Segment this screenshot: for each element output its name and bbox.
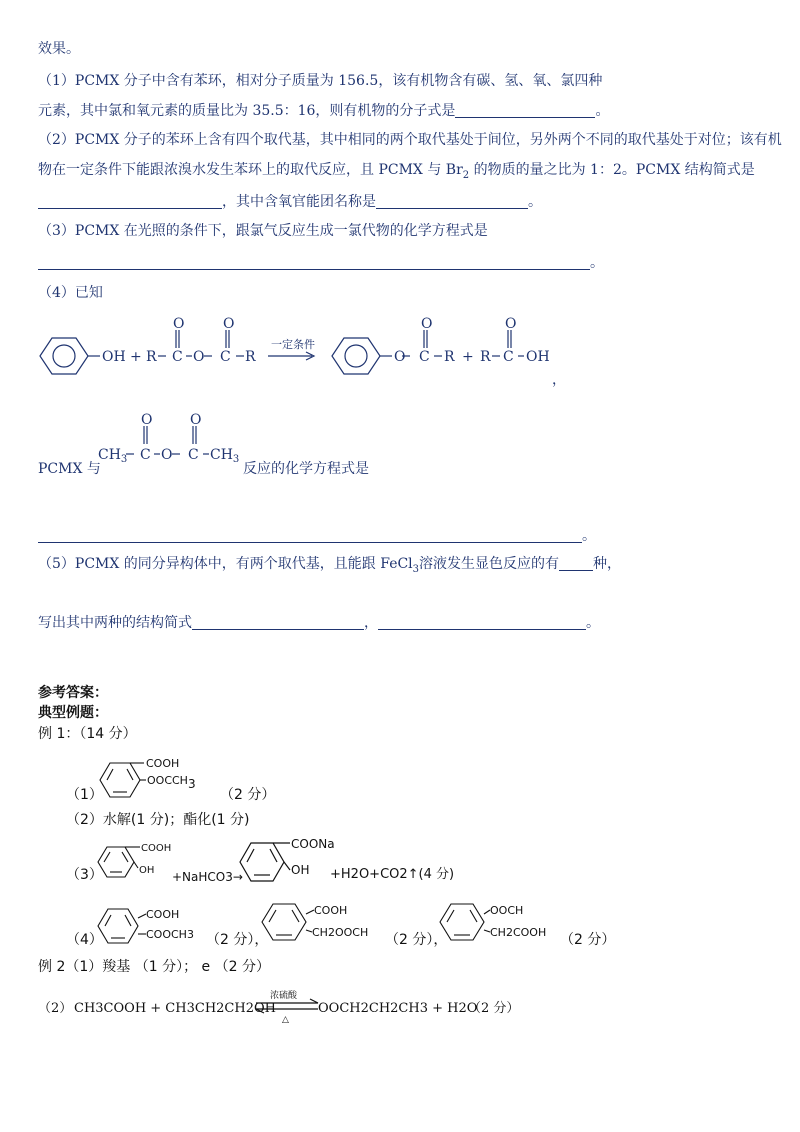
svg-text:R: R — [146, 349, 157, 365]
svg-text:OH: OH — [102, 349, 126, 365]
q4-line: （4）已知 — [38, 285, 103, 301]
q2-line1: （2）PCMX 分子的苯环上含有四个取代基，其中相同的两个取代基处于间位，另外两个不同的取代基处于对位；该有机 — [38, 132, 782, 148]
q4b-prefix: PCMX 与 — [38, 461, 101, 477]
svg-text:浓硫酸: 浓硫酸 — [270, 991, 298, 1001]
q5-blank-1[interactable] — [192, 615, 364, 630]
intro-text: 效果。 — [38, 41, 80, 57]
svg-text:CH3: $CH_3$ — [210, 447, 240, 465]
a4-label: （4） — [66, 932, 103, 948]
svg-text:O: O — [421, 316, 433, 332]
q3-line: （3）PCMX 在光照的条件下，跟氯气反应生成一氯代物的化学方程式是 — [38, 223, 488, 239]
a3-tail: +H2O+CO2↑(4 分) — [330, 867, 455, 882]
svg-text:OOCCH3: OOCCH3 — [147, 774, 196, 791]
svg-text:△: △ — [282, 1015, 289, 1024]
svg-text:一定条件: 一定条件 — [271, 338, 315, 351]
svg-text:R: R — [245, 349, 256, 365]
svg-text:COOCH3: COOCH3 — [146, 928, 194, 941]
a2-text: （2）水解(1 分)；酯化(1 分) — [66, 812, 250, 828]
example2-reactants: CH3COOH + CH3CH2CH2OH — [74, 1001, 276, 1016]
q5-blank-2[interactable] — [378, 615, 586, 630]
a4-structure-3 — [436, 896, 556, 948]
svg-text:O: O — [394, 349, 406, 365]
a4-score-3: （2 分） — [560, 932, 616, 948]
equilibrium-arrow — [252, 988, 324, 1024]
svg-text:O: O — [190, 412, 202, 428]
svg-text:，: ， — [552, 372, 566, 388]
answers-heading: 参考答案： — [38, 685, 108, 701]
q5-blank-count[interactable] — [559, 556, 593, 571]
q2-blank-structure[interactable] — [38, 194, 222, 209]
q5-line2: 写出其中两种的结构简式 ， 。 — [38, 615, 600, 631]
svg-text:C: C — [172, 349, 183, 365]
a4-structure-1 — [94, 902, 198, 950]
q1-blank[interactable] — [455, 103, 595, 118]
svg-text:OH: OH — [291, 863, 310, 877]
svg-text:R: R — [444, 349, 455, 365]
example1-title: 例 1：（14 分） — [38, 726, 137, 742]
a1-score: （2 分） — [220, 787, 276, 803]
a4-score-2: （2 分）， — [385, 932, 448, 948]
q1-line1: （1）PCMX 分子中含有苯环，相对分子质量为 156.5，该有机物含有碳、氢、氧、氯四种 — [38, 73, 603, 89]
q2-blank-group[interactable] — [376, 194, 528, 209]
q2-line3: ，其中含氧官能团名称是 。 — [38, 193, 542, 211]
a1-structure — [94, 752, 204, 808]
q3-blank[interactable] — [38, 255, 590, 270]
svg-text:O: O — [161, 447, 173, 463]
q2-line2: 物在一定条件下能跟浓溴水发生苯环上的取代反应，且 PCMX 与 $Br_2$ 的物质的量之比为 1：2。PCMX 结构简式是 — [38, 162, 755, 181]
q5-line1: （5）PCMX 的同分异构体中，有两个取代基，且能跟 FeCl$_3$溶液发生显色反应的有 种， — [38, 556, 622, 575]
a3-product-structure — [236, 832, 336, 890]
svg-text:+: + — [130, 349, 142, 365]
svg-text:C: C — [188, 447, 199, 463]
a3-reagent: +NaHCO3→ — [172, 870, 243, 884]
svg-text:COOH: COOH — [146, 757, 180, 770]
svg-text:COOH: COOH — [146, 908, 180, 921]
svg-text:OH: OH — [139, 865, 155, 876]
a3-label: （3） — [66, 867, 103, 883]
svg-text:R: R — [480, 349, 491, 365]
example2-part1: 例 2（1）羧基 （1 分）； e （2 分） — [38, 959, 270, 975]
svg-text:COOH: COOH — [141, 843, 172, 854]
a1-label: （1） — [66, 787, 103, 803]
svg-text:CH2OOCH: CH2OOCH — [312, 926, 369, 939]
svg-text:OOCH: OOCH — [490, 904, 524, 917]
svg-text:CH2COOH: CH2COOH — [490, 926, 547, 939]
a4-structure-2 — [258, 896, 378, 948]
svg-text:C: C — [419, 349, 430, 365]
examples-heading: 典型例题： — [38, 705, 108, 721]
svg-text:C: C — [503, 349, 514, 365]
acetic-anhydride-structure — [96, 408, 246, 474]
svg-text:O: O — [193, 349, 205, 365]
a3-salicylic-acid-structure — [94, 838, 174, 884]
example2-products: OOCH2CH2CH3 + H2O — [318, 1001, 478, 1016]
svg-text:C: C — [140, 447, 151, 463]
svg-text:O: O — [141, 412, 153, 428]
example2-score: （2 分） — [468, 1001, 520, 1016]
svg-text:COONa: COONa — [291, 837, 335, 851]
q1-line2: 元素，其中氯和氧元素的质量比为 35.5：16，则有机物的分子式是 。 — [38, 103, 610, 119]
svg-text:O: O — [173, 316, 185, 332]
svg-text:OH: OH — [526, 349, 550, 365]
q4-blank[interactable] — [38, 528, 582, 543]
q4-reaction-scheme — [30, 312, 590, 398]
example2-part2-label: （2） — [38, 1001, 73, 1016]
svg-text:C: C — [220, 349, 231, 365]
svg-text:+: + — [462, 349, 474, 365]
q4b-suffix: 反应的化学方程式是 — [243, 461, 369, 477]
svg-text:CH3: $CH_3$ — [98, 447, 128, 465]
q3-blank-line: 。 — [38, 254, 604, 272]
q4-blank-line: 。 — [38, 527, 596, 545]
svg-text:O: O — [223, 316, 235, 332]
svg-text:O: O — [505, 316, 517, 332]
a4-score-1: （2 分）， — [206, 932, 269, 948]
svg-text:COOH: COOH — [314, 904, 348, 917]
